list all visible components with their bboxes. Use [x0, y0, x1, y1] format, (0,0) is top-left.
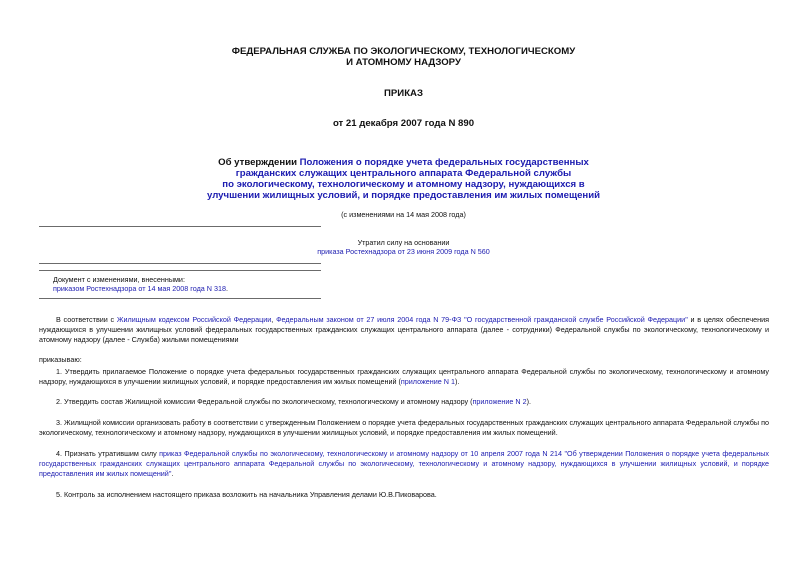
housing-code-link[interactable]: Жилищным кодексом Российской Федерации: [116, 315, 272, 324]
order-word: приказываю:: [39, 355, 82, 364]
preamble-text: и в целях обеспечения нуждающихся в улучшении жилищных условий федеральных государственных гражданских служащих центрального аппарата (далее - сотрудники) Федеральной службы по экологическому, технологическому и атомному надзору (далее - Служба) жилыми помещениями: [39, 315, 769, 344]
title-prefix: Об утверждении: [218, 157, 300, 168]
repealed-order-link[interactable]: приказ Федеральной службы по экологическому, технологическому и атомному надзору от 10 апреля 2007 года N 214 "Об утверждении Положения о порядке учета федеральных государственных гражданских служащих центрального аппарата Федеральной службы по экологическому, технологическому и атомному надзору, нуждающихся в улучшении жилищных условий, и порядке предоставления им жилых помещений": [39, 449, 769, 478]
agency-heading: [0, 46, 807, 68]
preamble-text: ,: [271, 315, 277, 324]
doc-date-number: от 21 декабря 2007 года N 890: [332, 118, 475, 129]
item-4-text: 4. Признать утратившим силу: [56, 449, 160, 458]
item-1: [39, 367, 769, 387]
item-1-tail: ).: [454, 377, 460, 386]
item-5: 5. Контроль за исполнением настоящего приказа возложить на начальника Управления делами Ю.В.Пиковарова.: [56, 490, 437, 499]
divider: [39, 298, 321, 299]
item-4: [39, 449, 769, 479]
appendix-1-link[interactable]: приложение N 1: [400, 377, 455, 386]
doc-title: [0, 157, 807, 201]
changes-line: Документ с изменениями, внесенными:: [53, 275, 185, 284]
title-link-line-4[interactable]: улучшении жилищных условий, и порядке предоставления им жилых помещений: [206, 190, 600, 201]
changes-link[interactable]: приказом Ростехнадзора от 14 мая 2008 года N 318: [53, 284, 226, 293]
title-link-line-3[interactable]: по экологическому, технологическому и атомному надзору, нуждающихся в: [222, 179, 585, 190]
item-1-text: 1. Утвердить прилагаемое Положение о порядке учета федеральных государственных гражданских служащих центрального аппарата Федеральной службы по экологическому, технологическому и атомному надзору, нуждающихся в улучшении жилищных условий, и порядке предоставления им жилых помещений (: [39, 367, 769, 386]
changes-tail: .: [225, 284, 228, 293]
changes-note: [53, 275, 228, 293]
agency-line-2: И АТОМНОМУ НАДЗОРУ: [346, 57, 461, 68]
agency-line-1: ФЕДЕРАЛЬНАЯ СЛУЖБА ПО ЭКОЛОГИЧЕСКОМУ, ТЕХНОЛОГИЧЕСКОМУ: [231, 46, 576, 57]
amend-note: (с изменениями на 14 мая 2008 года): [341, 210, 466, 219]
item-2-text: 2. Утвердить состав Жилищной комиссии Федеральной службы по экологическому, технологическому и атомному надзору (: [56, 397, 473, 406]
divider: [39, 226, 321, 227]
preamble-paragraph: [39, 315, 769, 345]
item-2: [39, 397, 769, 407]
item-3: 3. Жилищной комиссии организовать работу в соответствии с утвержденным Положением о порядке учета федеральных государственных гражданских служащих центрального аппарата Федеральной службы по экологическому, технологическому и атомному надзору, нуждающихся в улучшении жилищных условий, и порядке предоставления им жилых помещений.: [39, 418, 769, 437]
preamble-text: В соответствии с: [56, 315, 117, 324]
federal-law-link[interactable]: Федеральным законом от 27 июля 2004 года N 79-ФЗ "О государственной гражданской службе Российской Федерации": [276, 315, 688, 324]
item-4-tail: .: [171, 469, 174, 478]
title-link-line-2[interactable]: гражданских служащих центрального аппарата Федеральной службы: [235, 168, 572, 179]
item-2-tail: ).: [526, 397, 531, 406]
divider: [39, 263, 321, 264]
doc-type: ПРИКАЗ: [384, 88, 423, 99]
divider: [39, 270, 321, 271]
title-link-line-1[interactable]: Положения о порядке учета федеральных государственных: [299, 157, 589, 168]
invalid-link[interactable]: приказа Ростехнадзора от 23 июня 2009 года N 560: [317, 247, 490, 256]
appendix-2-link[interactable]: приложение N 2: [472, 397, 527, 406]
invalid-line: Утратил силу на основании: [357, 238, 450, 247]
invalid-note: [0, 238, 807, 256]
